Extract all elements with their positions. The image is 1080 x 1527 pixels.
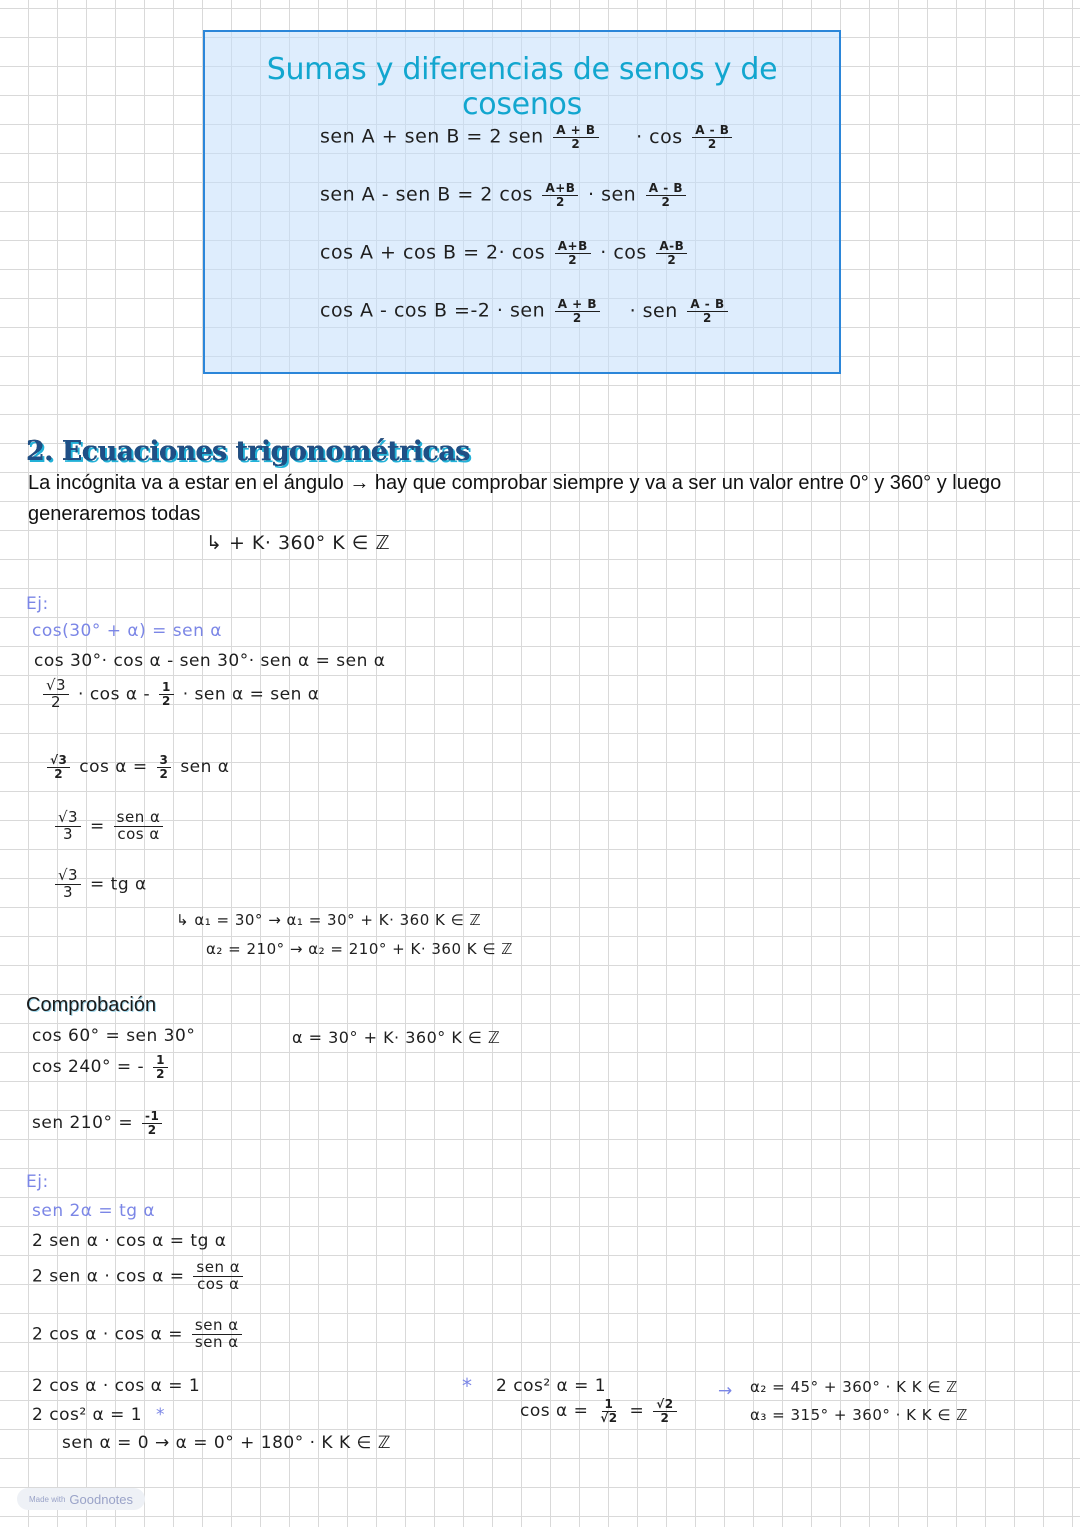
check-line bbox=[32, 1110, 165, 1136]
denominator: 2 bbox=[147, 1122, 157, 1137]
side-line: 2 cos² α = 1 bbox=[496, 1376, 607, 1396]
numerator: √3 bbox=[47, 754, 70, 768]
step-text: = tg α bbox=[90, 874, 147, 895]
fraction bbox=[159, 681, 174, 707]
solution-line: ↳ α₁ = 30° → α₁ = 30° + K· 360 K ∈ ℤ bbox=[176, 911, 482, 929]
fraction bbox=[597, 1398, 620, 1424]
numerator: √3 bbox=[43, 678, 69, 695]
check-label: Comprobación bbox=[26, 994, 157, 1016]
fraction bbox=[114, 810, 164, 843]
fraction bbox=[687, 298, 727, 324]
fraction bbox=[656, 240, 687, 266]
denominator: 2 bbox=[568, 252, 578, 267]
fraction bbox=[153, 1054, 168, 1080]
formula-row-1 bbox=[320, 124, 735, 150]
fraction bbox=[555, 240, 591, 266]
denominator: 2 bbox=[667, 252, 677, 267]
side-line bbox=[520, 1398, 680, 1424]
step-text: cos α = bbox=[79, 757, 148, 778]
numerator: A - B bbox=[687, 298, 727, 312]
numerator: 3 bbox=[157, 754, 172, 768]
example-label: Ej: bbox=[26, 594, 49, 614]
numerator: √3 bbox=[55, 810, 81, 827]
fraction bbox=[55, 810, 81, 843]
fraction bbox=[692, 124, 732, 150]
example-equation: cos(30° + α) = sen α bbox=[32, 621, 223, 641]
step-line bbox=[32, 1405, 165, 1425]
asterisk-mark: * bbox=[462, 1374, 473, 1398]
formula-lhs: cos A + cos B = 2· cos bbox=[320, 241, 546, 264]
denominator: 2 bbox=[54, 766, 64, 781]
numerator: A+B bbox=[555, 240, 591, 254]
step-text: 2 sen α · cos α = bbox=[32, 1266, 185, 1287]
step-line bbox=[32, 1260, 246, 1293]
check-result: α = 30° + K· 360° K ∈ ℤ bbox=[292, 1028, 501, 1047]
step-line: cos 30°· cos α - sen 30°· sen α = sen α bbox=[34, 651, 386, 671]
step-text: · cos α - bbox=[78, 684, 151, 705]
fraction bbox=[542, 182, 578, 208]
numerator: √2 bbox=[653, 1398, 676, 1412]
denominator: 2 bbox=[660, 1410, 670, 1425]
numerator: sen α bbox=[192, 1318, 242, 1335]
denominator: 2 bbox=[556, 194, 565, 209]
fraction bbox=[646, 182, 686, 208]
step-line bbox=[52, 810, 166, 843]
step-text: cos 240° = - bbox=[32, 1057, 145, 1078]
denominator: 2 bbox=[159, 766, 169, 781]
formula-lhs: sen A - sen B = 2 cos bbox=[320, 183, 533, 206]
solution-line: α₂ = 210° → α₂ = 210° + K· 360 K ∈ ℤ bbox=[206, 940, 513, 958]
formula-mid: · cos bbox=[600, 241, 647, 264]
formula-lhs: sen A + sen B = 2 sen bbox=[320, 125, 544, 148]
numerator: A - B bbox=[646, 182, 686, 196]
numerator: 1 bbox=[602, 1398, 617, 1412]
step-text: · sen α = sen α bbox=[182, 684, 320, 705]
check-line: cos 60° = sen 30° bbox=[32, 1026, 196, 1046]
numerator: sen α bbox=[114, 810, 164, 827]
denominator: sen α bbox=[194, 1332, 239, 1351]
numerator: A+B bbox=[542, 182, 578, 196]
side-result: α₃ = 315° + 360° · K K ∈ ℤ bbox=[750, 1406, 968, 1424]
formula-row-2 bbox=[320, 182, 689, 208]
general-solution: ↳ + K· 360° K ∈ ℤ bbox=[206, 532, 390, 554]
step-text: sen α = 0 bbox=[62, 1433, 150, 1453]
denominator: 2 bbox=[51, 692, 62, 711]
step-line: 2 sen α · cos α = tg α bbox=[32, 1231, 227, 1251]
numerator: √3 bbox=[55, 868, 81, 885]
step-line: 2 cos α · cos α = 1 bbox=[32, 1376, 201, 1396]
example-equation: sen 2α = tg α bbox=[32, 1201, 156, 1221]
goodnotes-watermark bbox=[17, 1488, 145, 1510]
denominator: 2 bbox=[161, 693, 171, 708]
box-title: Sumas y diferencias de senos y de cosenos bbox=[266, 52, 778, 122]
fraction bbox=[555, 298, 600, 324]
fraction bbox=[653, 1398, 676, 1424]
denominator: 3 bbox=[63, 882, 74, 901]
step-text: sen 210° = bbox=[32, 1113, 134, 1134]
watermark-brand: Goodnotes bbox=[69, 1491, 134, 1507]
denominator: 2 bbox=[156, 1066, 165, 1081]
example-label: Ej: bbox=[26, 1172, 49, 1192]
numerator: A-B bbox=[656, 240, 687, 254]
numerator: 1 bbox=[153, 1054, 168, 1068]
formula-mid: · cos bbox=[636, 125, 683, 148]
watermark-small: Made with bbox=[28, 1494, 66, 1504]
formula-mid: · sen bbox=[629, 299, 678, 322]
denominator: 2 bbox=[572, 310, 582, 325]
step-text: sen α bbox=[180, 757, 230, 778]
numerator: A + B bbox=[555, 298, 600, 312]
intro-line-1: La incógnita va a estar en el ángulo → hay que comprobar siempre y va a ser un valor entre 0° y 360° y luego bbox=[28, 472, 1002, 494]
numerator: A + B bbox=[553, 124, 598, 138]
denominator: cos α bbox=[117, 824, 160, 843]
step-text: 2 cos α · cos α = bbox=[32, 1324, 184, 1345]
step-text: 2 cos² α = 1 bbox=[32, 1405, 143, 1425]
denominator: 2 bbox=[571, 136, 581, 151]
formula-lhs: cos A - cos B =-2 · sen bbox=[320, 299, 546, 322]
denominator: cos α bbox=[197, 1274, 240, 1293]
step-line bbox=[44, 754, 230, 780]
denominator: √2 bbox=[600, 1410, 618, 1425]
arrow-icon: → bbox=[718, 1381, 733, 1401]
side-result: α₂ = 45° + 360° · K K ∈ ℤ bbox=[750, 1378, 958, 1396]
denominator: 3 bbox=[63, 824, 74, 843]
step-line bbox=[62, 1433, 391, 1453]
fraction bbox=[55, 868, 81, 901]
check-line bbox=[32, 1054, 171, 1080]
section-title: 2. Ecuaciones trigonométricas bbox=[26, 436, 470, 467]
numerator: -1 bbox=[142, 1110, 162, 1124]
step-text: = bbox=[629, 1401, 645, 1422]
fraction bbox=[192, 1318, 242, 1351]
numerator: A - B bbox=[692, 124, 732, 138]
fraction bbox=[193, 1260, 243, 1293]
step-text: → α = 0° + 180° · K K ∈ ℤ bbox=[154, 1433, 391, 1453]
step-line bbox=[52, 868, 147, 901]
fraction bbox=[43, 678, 69, 711]
numerator: sen α bbox=[193, 1260, 243, 1277]
formula-row-3 bbox=[320, 240, 690, 266]
denominator: 2 bbox=[661, 194, 671, 209]
denominator: 2 bbox=[707, 136, 717, 151]
step-line bbox=[32, 1318, 245, 1351]
formula-mid: · sen bbox=[588, 183, 637, 206]
step-line bbox=[40, 678, 320, 711]
asterisk-mark: * bbox=[156, 1405, 166, 1425]
fraction bbox=[142, 1110, 162, 1136]
denominator: 2 bbox=[703, 310, 712, 325]
fraction bbox=[157, 754, 172, 780]
fraction bbox=[553, 124, 598, 150]
fraction bbox=[47, 754, 70, 780]
formula-row-4 bbox=[320, 298, 731, 324]
formula-box bbox=[203, 30, 841, 374]
intro-line-2: generaremos todas bbox=[28, 503, 201, 525]
step-text: cos α = bbox=[520, 1401, 589, 1422]
step-text: = bbox=[90, 816, 105, 837]
numerator: 1 bbox=[159, 681, 174, 695]
